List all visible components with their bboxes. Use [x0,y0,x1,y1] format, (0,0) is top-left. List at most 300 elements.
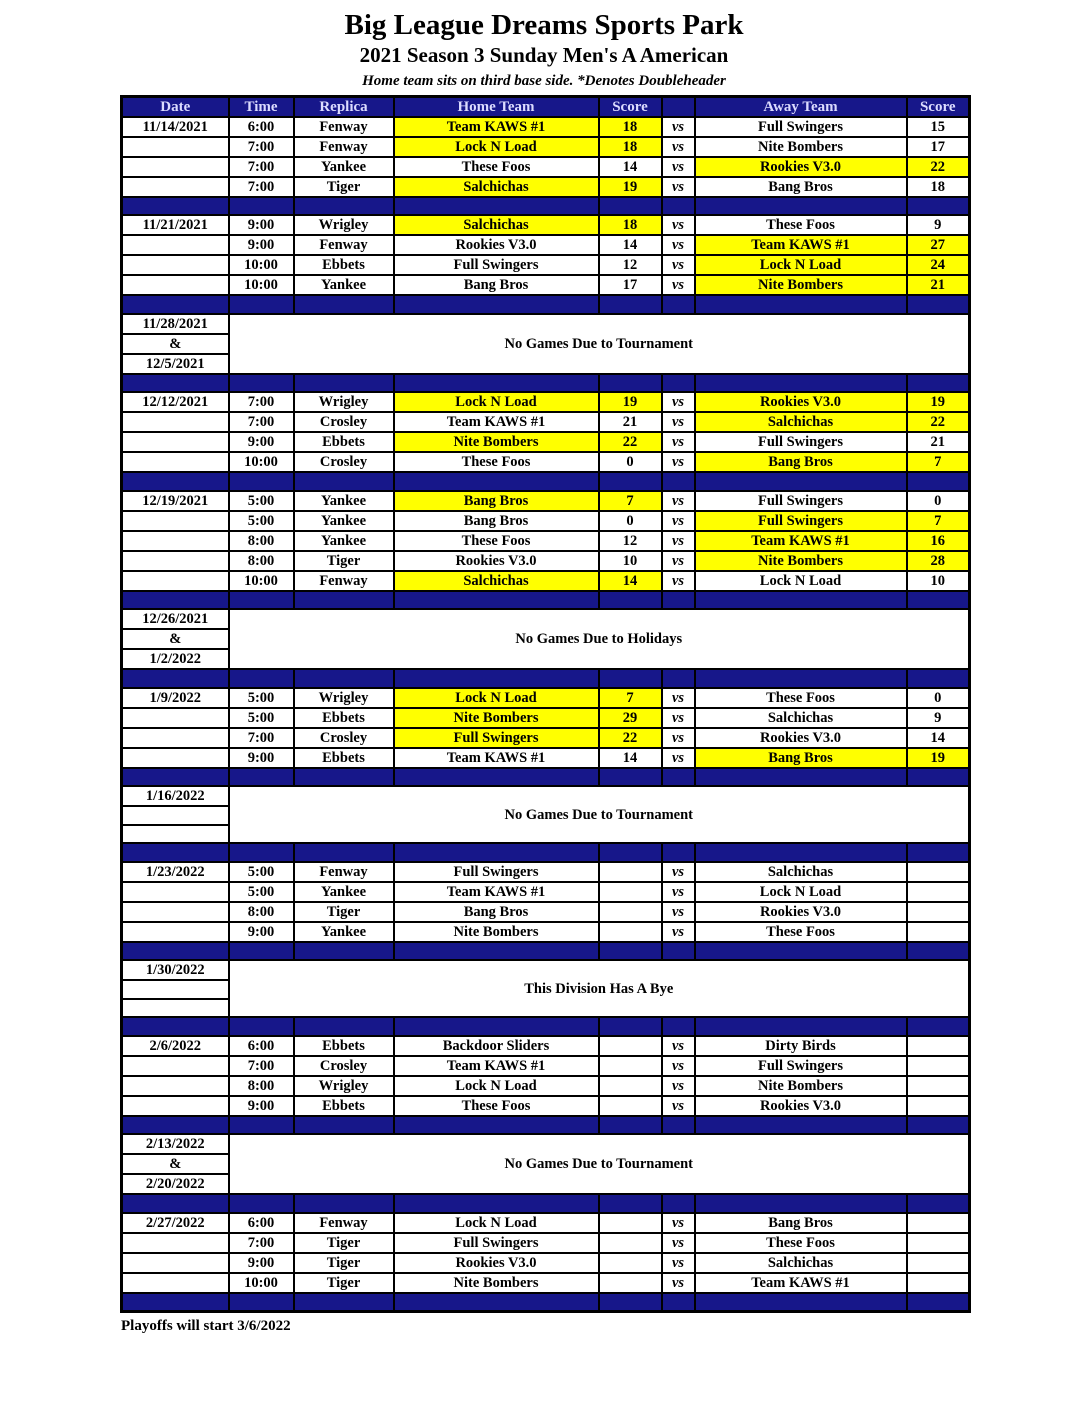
separator-cell [294,1116,394,1135]
separator-cell [229,669,294,688]
home-score-cell: 17 [599,275,662,295]
game-row [122,551,970,571]
date-cell [122,708,229,728]
replica-cell: Yankee [294,882,394,902]
date-cell [122,157,229,177]
date-cell [122,1273,229,1293]
game-row [122,531,970,551]
date-cell [122,452,229,472]
separator-row [122,843,970,862]
away-team-cell: Full Swingers [695,117,907,137]
home-team-cell: Bang Bros [394,902,599,922]
date-cell [122,432,229,452]
separator-cell [662,1293,695,1312]
separator-row [122,768,970,787]
game-row [122,1273,970,1293]
separator-cell [662,374,695,393]
home-team-cell: Salchichas [394,215,599,235]
home-team-cell: These Foos [394,1096,599,1116]
away-score-cell [907,1273,970,1293]
game-row [122,748,970,768]
time-cell: 9:00 [229,215,294,235]
separator-row [122,472,970,491]
separator-cell [695,1194,907,1213]
game-row [122,922,970,942]
banner-date-line: 12/26/2021 [122,609,229,629]
time-cell: 10:00 [229,571,294,591]
separator-cell [394,669,599,688]
away-team-cell: Nite Bombers [695,137,907,157]
home-team-cell: Lock N Load [394,688,599,708]
date-cell [122,748,229,768]
home-team-cell: Full Swingers [394,1233,599,1253]
home-team-cell: Team KAWS #1 [394,1056,599,1076]
away-team-cell: Nite Bombers [695,275,907,295]
separator-row [122,669,970,688]
separator-cell [294,295,394,314]
away-team-cell: These Foos [695,688,907,708]
playoffs-note: Playoffs will start 3/6/2022 [121,1317,291,1334]
separator-cell [599,843,662,862]
date-cell [122,1076,229,1096]
vs-label: vs [662,708,695,728]
separator-cell [695,669,907,688]
vs-label: vs [662,452,695,472]
game-row [122,215,970,235]
separator-cell [122,768,229,787]
replica-cell: Ebbets [294,1096,394,1116]
separator-cell [122,591,229,610]
banner-row [122,786,970,806]
separator-cell [122,472,229,491]
date-cell: 11/21/2021 [122,215,229,235]
separator-cell [662,591,695,610]
home-score-cell: 7 [599,491,662,511]
away-team-cell: Rookies V3.0 [695,728,907,748]
away-team-cell: Rookies V3.0 [695,1096,907,1116]
date-cell [122,1056,229,1076]
away-team-cell: Team KAWS #1 [695,531,907,551]
separator-cell [394,374,599,393]
home-team-cell: Full Swingers [394,728,599,748]
vs-label: vs [662,1076,695,1096]
away-score-cell: 28 [907,551,970,571]
replica-cell: Yankee [294,275,394,295]
away-score-cell: 7 [907,452,970,472]
replica-cell: Fenway [294,862,394,882]
away-team-cell: Bang Bros [695,452,907,472]
banner-row [122,1134,970,1154]
home-team-cell: Bang Bros [394,491,599,511]
home-team-cell: Rookies V3.0 [394,1253,599,1273]
replica-cell: Wrigley [294,215,394,235]
away-team-cell: Salchichas [695,862,907,882]
separator-cell [294,374,394,393]
home-team-cell: Lock N Load [394,1213,599,1233]
vs-label: vs [662,137,695,157]
home-team-cell: Salchichas [394,177,599,197]
away-team-cell: Salchichas [695,412,907,432]
separator-cell [294,942,394,961]
separator-cell [122,1017,229,1036]
date-cell: 11/14/2021 [122,117,229,137]
home-score-cell: 19 [599,392,662,412]
separator-cell [695,843,907,862]
replica-cell: Yankee [294,157,394,177]
date-cell [122,1096,229,1116]
home-team-cell: Team KAWS #1 [394,882,599,902]
game-row [122,137,970,157]
away-team-cell: Salchichas [695,708,907,728]
replica-cell: Fenway [294,137,394,157]
home-team-cell: Lock N Load [394,1076,599,1096]
home-score-cell [599,882,662,902]
vs-label: vs [662,1036,695,1056]
vs-label: vs [662,491,695,511]
replica-cell: Tiger [294,1233,394,1253]
home-team-cell: Team KAWS #1 [394,117,599,137]
date-cell [122,255,229,275]
home-score-cell [599,1213,662,1233]
home-score-cell [599,902,662,922]
banner-text: No Games Due to Tournament [229,786,970,843]
separator-cell [599,768,662,787]
away-score-cell: 22 [907,157,970,177]
separator-cell [662,942,695,961]
time-cell: 5:00 [229,882,294,902]
game-row [122,452,970,472]
away-team-cell: Lock N Load [695,882,907,902]
separator-cell [394,1017,599,1036]
time-cell: 5:00 [229,708,294,728]
away-score-cell [907,1036,970,1056]
separator-cell [229,295,294,314]
home-score-cell: 18 [599,215,662,235]
column-header-home-team: Home Team [394,96,599,117]
separator-cell [229,1116,294,1135]
separator-cell [695,1017,907,1036]
vs-label: vs [662,531,695,551]
home-score-cell [599,1233,662,1253]
separator-row [122,197,970,216]
time-cell: 10:00 [229,452,294,472]
game-row [122,157,970,177]
separator-cell [394,591,599,610]
column-header-away-team: Away Team [695,96,907,117]
banner-row [122,609,970,629]
replica-cell: Wrigley [294,1076,394,1096]
banner-date-line [122,999,229,1018]
away-score-cell [907,1233,970,1253]
vs-label: vs [662,688,695,708]
separator-cell [695,591,907,610]
separator-cell [122,1194,229,1213]
banner-date-line: 12/5/2021 [122,354,229,374]
replica-cell: Fenway [294,117,394,137]
time-cell: 10:00 [229,1273,294,1293]
away-team-cell: Bang Bros [695,177,907,197]
home-score-cell: 18 [599,137,662,157]
away-score-cell: 16 [907,531,970,551]
away-score-cell: 22 [907,412,970,432]
game-row [122,432,970,452]
home-score-cell: 29 [599,708,662,728]
replica-cell: Yankee [294,922,394,942]
banner-date-line: 1/2/2022 [122,649,229,669]
home-score-cell: 22 [599,432,662,452]
away-score-cell: 21 [907,275,970,295]
separator-cell [294,1017,394,1036]
home-team-cell: Nite Bombers [394,708,599,728]
separator-cell [229,1194,294,1213]
separator-cell [122,197,229,216]
separator-cell [695,1116,907,1135]
separator-cell [907,1293,970,1312]
header-row [122,96,970,117]
separator-cell [907,1116,970,1135]
away-team-cell: Rookies V3.0 [695,157,907,177]
date-cell [122,882,229,902]
separator-row [122,1293,970,1312]
time-cell: 9:00 [229,1253,294,1273]
separator-cell [122,669,229,688]
vs-label: vs [662,1213,695,1233]
away-team-cell: Nite Bombers [695,1076,907,1096]
schedule-table [120,95,971,1313]
home-score-cell: 21 [599,412,662,432]
vs-label: vs [662,432,695,452]
separator-cell [662,1194,695,1213]
separator-row [122,1116,970,1135]
separator-cell [394,295,599,314]
home-team-cell: These Foos [394,452,599,472]
replica-cell: Fenway [294,571,394,591]
date-cell: 12/19/2021 [122,491,229,511]
column-header-replica: Replica [294,96,394,117]
time-cell: 9:00 [229,1096,294,1116]
home-team-cell: Nite Bombers [394,922,599,942]
date-cell [122,1253,229,1273]
away-score-cell: 0 [907,688,970,708]
vs-label: vs [662,882,695,902]
separator-cell [907,472,970,491]
replica-cell: Wrigley [294,688,394,708]
game-row [122,275,970,295]
separator-cell [229,472,294,491]
away-score-cell [907,922,970,942]
separator-row [122,374,970,393]
away-team-cell: Full Swingers [695,1056,907,1076]
date-cell: 2/6/2022 [122,1036,229,1056]
separator-cell [599,1116,662,1135]
replica-cell: Yankee [294,531,394,551]
away-team-cell: Full Swingers [695,511,907,531]
replica-cell: Ebbets [294,1036,394,1056]
separator-cell [229,591,294,610]
home-score-cell: 14 [599,748,662,768]
separator-cell [907,295,970,314]
home-score-cell: 12 [599,531,662,551]
date-cell [122,137,229,157]
separator-cell [394,472,599,491]
replica-cell: Crosley [294,1056,394,1076]
time-cell: 7:00 [229,137,294,157]
separator-cell [907,768,970,787]
home-score-cell: 12 [599,255,662,275]
separator-cell [599,374,662,393]
away-team-cell: These Foos [695,215,907,235]
home-score-cell [599,1036,662,1056]
separator-cell [122,295,229,314]
replica-cell: Fenway [294,235,394,255]
separator-cell [229,768,294,787]
home-score-cell [599,922,662,942]
game-row [122,235,970,255]
separator-cell [394,1116,599,1135]
banner-date-line: 11/28/2021 [122,314,229,334]
separator-cell [662,197,695,216]
separator-cell [907,374,970,393]
home-team-cell: Lock N Load [394,392,599,412]
time-cell: 8:00 [229,1076,294,1096]
table-header [122,96,970,117]
time-cell: 9:00 [229,922,294,942]
separator-cell [229,843,294,862]
away-score-cell [907,862,970,882]
separator-cell [599,942,662,961]
separator-cell [394,1293,599,1312]
vs-label: vs [662,235,695,255]
date-cell: 1/23/2022 [122,862,229,882]
date-cell: 1/9/2022 [122,688,229,708]
time-cell: 8:00 [229,551,294,571]
away-team-cell: These Foos [695,922,907,942]
time-cell: 9:00 [229,235,294,255]
vs-label: vs [662,1273,695,1293]
home-team-cell: Lock N Load [394,137,599,157]
vs-label: vs [662,157,695,177]
away-score-cell: 9 [907,215,970,235]
banner-date-line: 2/20/2022 [122,1174,229,1194]
vs-label: vs [662,728,695,748]
separator-cell [294,197,394,216]
game-row [122,1096,970,1116]
game-row [122,882,970,902]
home-team-cell: Bang Bros [394,275,599,295]
separator-cell [907,591,970,610]
separator-row [122,591,970,610]
page-subtitle: 2021 Season 3 Sunday Men's A American [359,43,729,68]
vs-label: vs [662,1056,695,1076]
separator-cell [294,1194,394,1213]
column-header-time: Time [229,96,294,117]
away-score-cell: 10 [907,571,970,591]
vs-label: vs [662,392,695,412]
separator-cell [907,843,970,862]
separator-cell [695,472,907,491]
game-row [122,1213,970,1233]
away-score-cell: 24 [907,255,970,275]
away-score-cell [907,1213,970,1233]
home-score-cell: 14 [599,157,662,177]
home-score-cell [599,1273,662,1293]
home-score-cell [599,1056,662,1076]
separator-cell [294,843,394,862]
home-score-cell [599,1096,662,1116]
away-score-cell [907,1076,970,1096]
home-team-cell: Backdoor Sliders [394,1036,599,1056]
home-score-cell: 18 [599,117,662,137]
separator-cell [599,591,662,610]
away-score-cell: 7 [907,511,970,531]
replica-cell: Crosley [294,452,394,472]
date-cell [122,922,229,942]
game-row [122,1253,970,1273]
replica-cell: Crosley [294,412,394,432]
separator-cell [294,591,394,610]
home-team-cell: Full Swingers [394,862,599,882]
separator-cell [122,374,229,393]
date-cell [122,571,229,591]
separator-cell [122,1116,229,1135]
away-score-cell: 14 [907,728,970,748]
time-cell: 5:00 [229,511,294,531]
separator-cell [394,843,599,862]
home-score-cell: 19 [599,177,662,197]
separator-cell [229,1017,294,1036]
date-cell: 2/27/2022 [122,1213,229,1233]
vs-label: vs [662,902,695,922]
separator-cell [394,942,599,961]
banner-text: This Division Has A Bye [229,960,970,1017]
time-cell: 6:00 [229,117,294,137]
home-score-cell: 14 [599,235,662,255]
time-cell: 8:00 [229,531,294,551]
away-team-cell: Bang Bros [695,1213,907,1233]
home-score-cell [599,1076,662,1096]
column-header-date: Date [122,96,229,117]
date-cell [122,1233,229,1253]
home-score-cell: 10 [599,551,662,571]
separator-cell [599,295,662,314]
separator-cell [662,768,695,787]
separator-cell [599,197,662,216]
home-team-cell: Salchichas [394,571,599,591]
separator-cell [229,197,294,216]
away-score-cell [907,1096,970,1116]
separator-row [122,1194,970,1213]
home-score-cell: 22 [599,728,662,748]
away-team-cell: Team KAWS #1 [695,235,907,255]
replica-cell: Tiger [294,1273,394,1293]
banner-date-line: & [122,334,229,354]
vs-label: vs [662,1253,695,1273]
time-cell: 5:00 [229,688,294,708]
banner-row [122,960,970,980]
time-cell: 5:00 [229,491,294,511]
replica-cell: Tiger [294,902,394,922]
separator-cell [229,942,294,961]
column-header-home-score: Score [599,96,662,117]
date-cell [122,531,229,551]
schedule-body [122,117,970,1312]
page-note: Home team sits on third base side. *Denotes Doubleheader [362,72,726,89]
replica-cell: Yankee [294,511,394,531]
banner-date-line: & [122,629,229,649]
away-team-cell: Full Swingers [695,432,907,452]
time-cell: 5:00 [229,862,294,882]
time-cell: 7:00 [229,412,294,432]
